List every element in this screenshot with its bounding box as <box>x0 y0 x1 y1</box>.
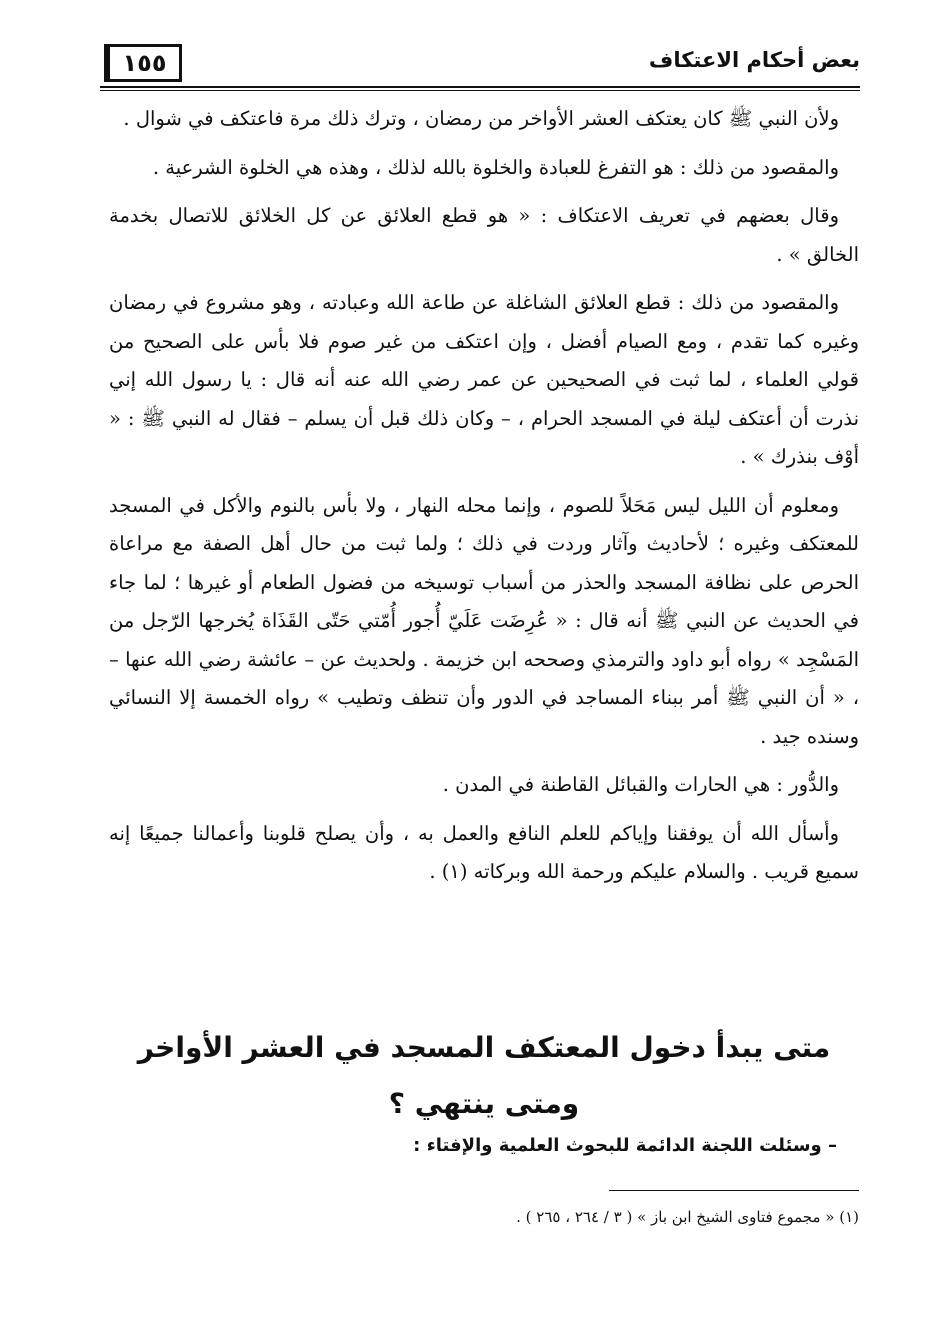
paragraph: ولأن النبي ﷺ كان يعتكف العشر الأواخر من رمضان ، وترك ذلك مرة فاعتكف في شوال . <box>123 107 839 130</box>
main-text <box>109 100 859 902</box>
paragraph: والمقصود من ذلك : قطع العلائق الشاغلة عن طاعة الله وعبادته ، وهو مشروع في رمضان وغيره كما تقدم ، ومع الصيام أفضل ، وإن اعتكف من غير صوم فلا بأس على الصحيح من قولي العلماء ، لما ثبت في الصحيحين عن عمر رضي الله عنه أنه قال : يا رسول الله إني نذرت أن أعتكف ليلة في المسجد الحرام ، – وكان ذلك قبل أن يسلم – فقال له النبي ﷺ : « أوْف بنذرك » . <box>109 291 859 468</box>
paragraph: وأسأل الله أن يوفقنا وإياكم للعلم النافع والعمل به ، وأن يصلح قلوبنا وأعمالنا جميعًا إنه سميع قريب . والسلام عليكم ورحمة الله وبركاته (١) . <box>109 821 859 883</box>
page-number <box>104 44 182 82</box>
footnote: (١) « مجموع فتاوى الشيخ ابن باز » ( ٣ / ٢٦٤ ، ٢٦٥ ) . <box>516 1208 859 1226</box>
section-heading-line1: متى يبدأ دخول المعتكف المسجد في العشر الأواخر <box>137 1031 831 1064</box>
footnote-divider <box>609 1190 859 1191</box>
paragraph: والمقصود من ذلك : هو التفرغ للعبادة والخلوة بالله لذلك ، وهذه هي الخلوة الشرعية . <box>152 155 839 179</box>
running-title: بعض أحكام الاعتكاف <box>648 48 860 72</box>
page-number-text: ١٥٥ <box>122 49 167 77</box>
question-intro: – وسئلت اللجنة الدائمة للبحوث العلمية والإفتاء : <box>413 1135 837 1156</box>
paragraph: والدُّور : هي الحارات والقبائل القاطنة في المدن . <box>442 773 839 796</box>
section-heading-line2: ومتى ينتهي ؟ <box>388 1087 580 1120</box>
section-heading <box>109 1020 859 1132</box>
header-rule <box>100 86 860 91</box>
page-header <box>100 38 860 88</box>
paragraph: ومعلوم أن الليل ليس مَحَلاً للصوم ، وإنما محله النهار ، ولا بأس بالنوم والأكل في المسجد للمعتكف وغيره ؛ لأحاديث وآثار وردت في ذلك ؛ ولما ثبت من حال أهل الصفة مع مراعاة الحرص على نظافة المسجد والحذر من أسباب توسيخه من فضول الطعام أو غيرها ؛ لما جاء في الحديث عن النبي ﷺ أنه قال : « عُرِضَت عَلَيّ أُجور أُمّتي حَتّى القَذَاة يُخرجها الرّجل من المَسْجِد » رواه أبو داود والترمذي وصححه ابن خزيمة . ولحديث عن – عائشة رضي الله عنها – ، « أن النبي ﷺ أمر ببناء المساجد في الدور وأن تنظف وتطيب » رواه الخمسة إلا النسائي وسنده جيد . <box>109 493 859 748</box>
paragraph: وقال بعضهم في تعريف الاعتكاف : « هو قطع العلائق عن كل الخلائق للاتصال بخدمة الخالق » . <box>109 204 859 266</box>
